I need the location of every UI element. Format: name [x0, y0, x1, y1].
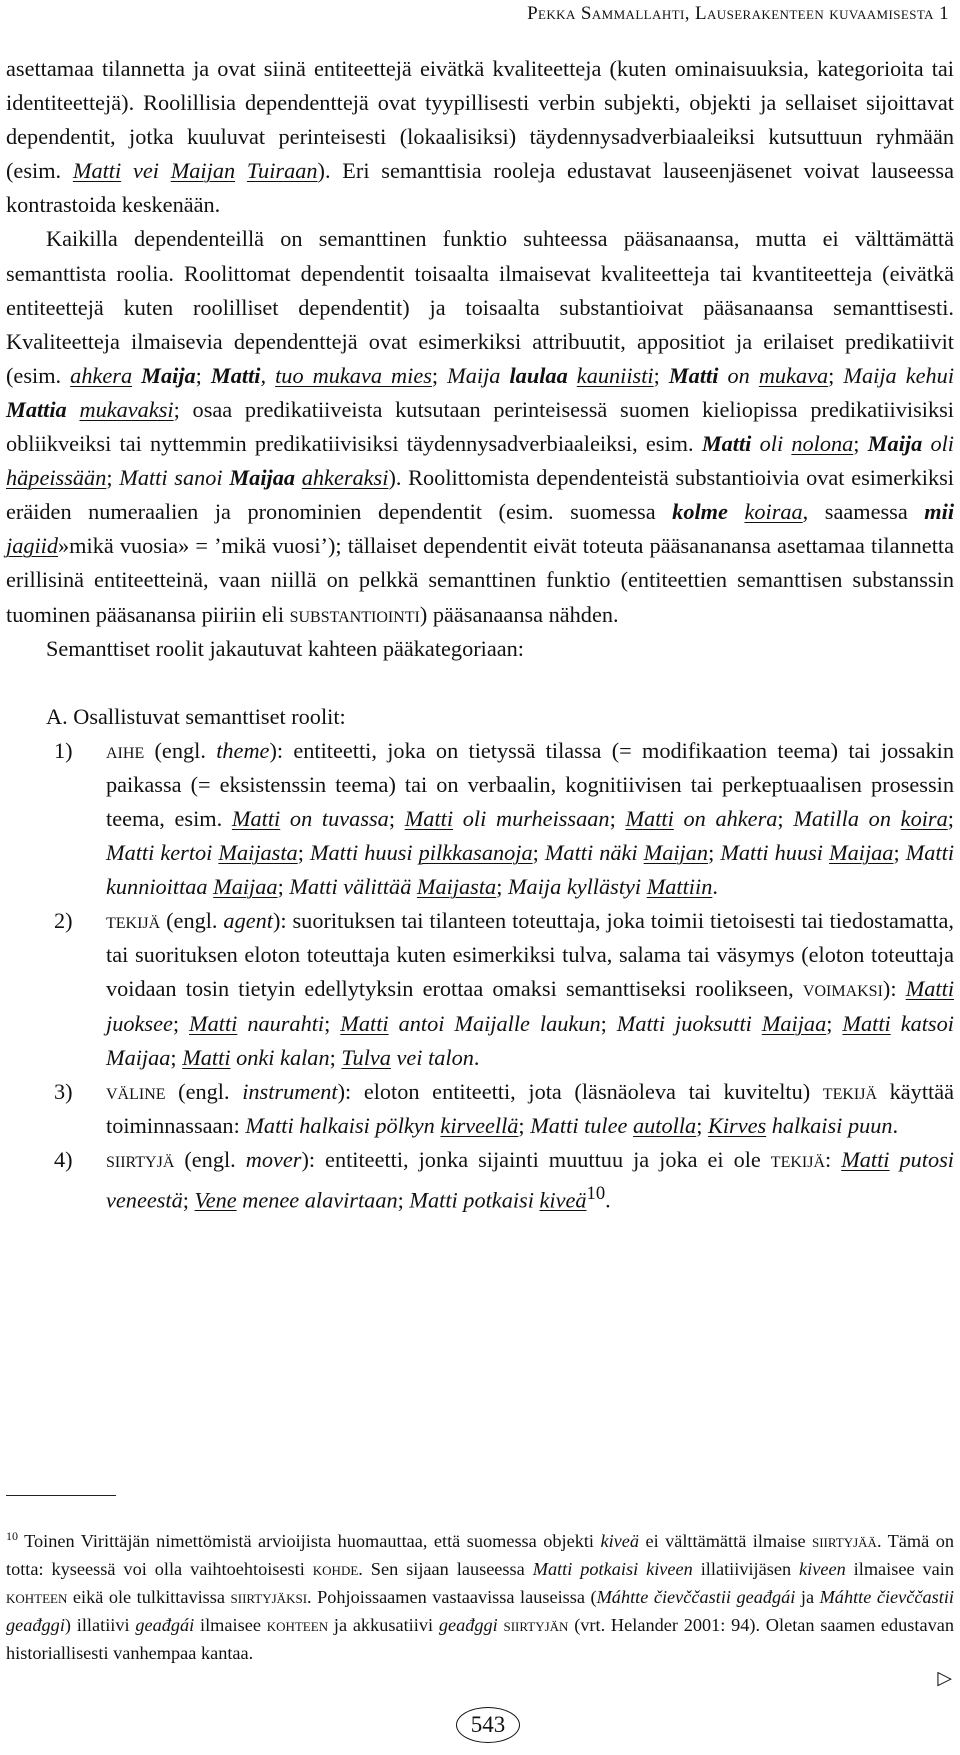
- header-author: Pekka Sammallahti: [527, 3, 685, 24]
- text-run: Kirves: [707, 1112, 767, 1138]
- text-run: siirtyjää: [812, 1531, 877, 1552]
- text-run: Maijaa: [229, 465, 296, 491]
- text-run: kiveen: [799, 1559, 846, 1580]
- text-run: siirtyjä: [106, 1146, 175, 1172]
- text-run: Matti: [905, 976, 955, 1002]
- text-run: ;: [518, 1112, 531, 1138]
- text-run: ;: [431, 362, 448, 388]
- text-run: Vene: [194, 1187, 237, 1213]
- text-run: tekijä: [822, 1078, 878, 1104]
- text-run: Semanttiset roolit jakautuvat kahteen pääkategoriaan:: [46, 635, 524, 661]
- text-run: [295, 465, 302, 490]
- text-run: Matti: [182, 1044, 231, 1070]
- text-run: siirtyjäksi: [230, 1586, 308, 1607]
- text-run: oli murheissaan: [453, 805, 610, 831]
- text-run: menee alavirtaan: [236, 1187, 398, 1213]
- text-run: Matti välittää: [289, 874, 417, 900]
- text-run: ; osaa predikatiiveista kutsutaan perinteisessä suomen kieliopissa predikatiivisiksi obliikveiksi tai nyttemmin predikatiivisiksi täydennysadverbiaaleiksi, esim.: [6, 396, 954, 457]
- text-run: ;: [828, 362, 844, 388]
- text-run: tuo mukava mies: [275, 362, 432, 388]
- text-run: »mikä vuosia» = ’mikä vuosi’); tällaiset dependentit eivät toteuta pääsananansa asettamaa tilannetta erillisinä entiteetteinä, vaan niillä on pelkkä semanttinen funktio (entiteettien semanttisen substanssin tuominen pääsanansa piiriin eli: [6, 533, 954, 627]
- text-run: Mattiin: [646, 874, 713, 900]
- paragraph-3: [6, 632, 954, 666]
- body-text: [6, 52, 954, 1218]
- text-run: (engl.: [165, 1078, 243, 1104]
- text-run: Matti: [668, 362, 719, 388]
- list-heading: A. Osallistuvat semanttiset roolit:: [46, 703, 346, 729]
- text-run: [67, 397, 80, 422]
- text-run: mii: [924, 499, 955, 525]
- text-run: .: [892, 1112, 899, 1138]
- text-run: Matti juoksutti: [616, 1010, 762, 1036]
- text-run: autolla: [633, 1112, 697, 1138]
- text-run: Matti potkaisi: [409, 1187, 540, 1213]
- text-run: agent: [223, 908, 273, 934]
- list-item-text: [106, 1075, 954, 1143]
- text-run: kiveä: [600, 1531, 640, 1552]
- text-run: Maijaa: [829, 840, 894, 866]
- text-run: ;: [696, 1112, 708, 1138]
- text-run: ;: [893, 840, 906, 866]
- page-number: 543: [456, 1707, 520, 1743]
- text-run: .: [605, 1187, 611, 1213]
- text-run: (engl.: [160, 908, 224, 934]
- text-run: Maija: [867, 431, 923, 457]
- blank-line: [6, 666, 954, 700]
- footnote-10: [6, 1523, 954, 1667]
- text-run: kiveä: [539, 1187, 587, 1213]
- text-run: kohteen: [266, 1614, 329, 1635]
- text-run: . Pohjoissaamen vastaavissa lauseissa (: [307, 1586, 597, 1607]
- text-run: aihe: [106, 737, 145, 763]
- text-run: koira: [900, 805, 948, 831]
- text-run: Matti sanoi: [119, 465, 230, 491]
- running-header: [527, 3, 949, 25]
- text-run: ):: [882, 976, 906, 1002]
- text-run: Matti: [842, 1010, 891, 1036]
- text-run: Matti huusi: [309, 840, 419, 866]
- text-run: ). Eri semanttisia rooleja edustavat lauseenjäsenet voivat lauseessa kontrastoida keskenään.: [6, 158, 954, 218]
- text-run: Matti potkaisi kiveen: [532, 1559, 693, 1580]
- text-run: ;: [826, 1010, 843, 1036]
- text-run: ;: [777, 805, 794, 831]
- text-run: antoi Maijalle laukun: [388, 1010, 601, 1036]
- text-run: [568, 363, 577, 388]
- text-run: ): entiteetti, joka on tietyssä tilassa (= modifikaation teema) tai jossakin paikassa (= eksistenssin teema) tai on verbaalin, kognitiivisen tai perkeptuaalisen prosessin teema, esim.: [106, 737, 954, 831]
- list-item-text: [106, 1143, 954, 1218]
- text-run: ilmaisee: [194, 1614, 267, 1635]
- text-run: theme: [216, 737, 270, 763]
- text-run: Maija kehui: [843, 362, 955, 388]
- footnote-rule: [6, 1495, 116, 1496]
- text-run: halkaisi puun: [766, 1112, 893, 1138]
- text-run: ahkera: [70, 362, 133, 388]
- text-run: Matti: [231, 805, 281, 831]
- text-run: väline: [106, 1078, 166, 1104]
- text-run: Matti halkaisi pölkyn: [245, 1112, 441, 1138]
- text-run: Maijan: [170, 158, 236, 184]
- text-run: kauniisti: [576, 362, 654, 388]
- text-run: . Sen sijaan lauseessa: [358, 1559, 533, 1580]
- text-run: ;: [532, 840, 545, 866]
- text-run: kolme: [672, 499, 728, 525]
- text-run: naurahti: [237, 1010, 325, 1036]
- text-run: .: [473, 1044, 480, 1070]
- text-run: Maija kyllästyi: [507, 874, 647, 900]
- text-run: ja akkusatiivi: [328, 1614, 439, 1635]
- text-run: Maijan: [643, 840, 709, 866]
- text-run: , saamessa: [802, 499, 925, 525]
- text-run: .: [712, 874, 718, 900]
- text-run: Maijasta: [218, 840, 298, 866]
- text-run: geađggi: [438, 1614, 498, 1635]
- text-run: kohteen: [6, 1586, 68, 1607]
- list-item-number: 3): [54, 1078, 73, 1104]
- text-run: asettamaa tilannetta ja ovat siinä entiteettejä eivätkä kvaliteetteja (kuten ominaisuuksia, kategorioita tai identiteettejä). Roolillisia dependenttejä ovat tyypillisesti verbin subjekti, objekti ja sellaiset sijoittavat dependentit, jotka kuuluvat perinteisesti (lokaalisiksi) täydennysadverbiaaleiksi kutsuttuun ryhmään (esim.: [6, 56, 954, 184]
- text-run: pilkkasanoja: [418, 840, 533, 866]
- text-run: ) illatiivi: [64, 1614, 136, 1635]
- paragraph-2: [6, 222, 954, 631]
- text-run: :: [825, 1146, 842, 1172]
- text-run: ilmaisee vain: [845, 1559, 955, 1580]
- list-item-1: [6, 734, 954, 904]
- text-run: ;: [388, 805, 405, 831]
- continue-triangle-icon: ▷: [937, 1668, 952, 1689]
- text-run: [728, 499, 745, 524]
- list-item-text: [106, 904, 954, 1074]
- header-page: 1: [939, 3, 949, 24]
- paragraph-1: [6, 52, 954, 222]
- text-run: Máhtte čievččastii geađgái: [596, 1586, 796, 1607]
- text-run: Matti: [701, 431, 752, 457]
- text-run: illatiivijäsen: [692, 1559, 800, 1580]
- text-run: kirveellä: [440, 1112, 519, 1138]
- text-run: ;: [653, 362, 669, 388]
- text-run: siirtyjän: [503, 1614, 569, 1635]
- list-item-4: [6, 1143, 954, 1218]
- text-run: on tuvassa: [280, 805, 389, 831]
- text-run: Maijasta: [416, 874, 497, 900]
- text-run: Matti: [189, 1010, 238, 1036]
- list-item-text: [106, 734, 954, 904]
- text-run: ;: [170, 1044, 183, 1070]
- text-run: onki kalan: [230, 1044, 330, 1070]
- text-run: (vrt. Helander 2001: 94). Oletan saamen edustavan historiallisesti vanhempaa kantaa.: [6, 1614, 954, 1663]
- text-run: Maija: [141, 362, 196, 388]
- text-run: voimaksi: [802, 976, 883, 1002]
- text-run: Matti: [72, 158, 122, 184]
- text-run: Kaikilla dependenteillä on semanttinen funktio suhteessa pääsanaansa, mutta ei välttämättä semanttista roolia. Roolittomat dependentit toisaalta ilmaisevat kvaliteetteja tai kvantiteetteja (eivätkä entiteettejä kuten roolilliset dependentit) ja toisaalta substantioivat pääsanaansa semanttisesti. Kvaliteetteja ilmaisevia dependenttejä ovat esimerkiksi attribuutit, appositiot ja erilaiset predikatiivit (esim.: [6, 226, 954, 388]
- text-run: ;: [172, 1010, 190, 1036]
- text-run: eikä ole tulkittavissa: [67, 1586, 231, 1607]
- text-run: Matti näki: [544, 840, 644, 866]
- text-run: ). Roolittomista dependenteistä substantioivia ovat esimerkiksi eräiden numeraalien ja pronominien dependentit (esim. suomessa: [6, 465, 954, 525]
- text-run: vei talon: [390, 1044, 474, 1070]
- text-run: ;: [853, 431, 868, 457]
- list-item-number: 4): [54, 1146, 73, 1172]
- text-run: Maijaa: [761, 1010, 827, 1036]
- text-run: Matti: [625, 805, 674, 831]
- text-run: oli: [922, 431, 954, 457]
- text-run: on: [718, 362, 759, 388]
- text-run: 10: [6, 1529, 18, 1544]
- text-run: mover: [245, 1146, 302, 1172]
- text-run: 10: [586, 1183, 606, 1204]
- text-run: ei välttämättä ilmaise: [639, 1531, 812, 1552]
- text-run: ;: [324, 1010, 341, 1036]
- text-run: . Tämä on totta: kyseessä voi olla vaihtoehtoisesti: [6, 1531, 954, 1580]
- text-run: putosi veneestä: [106, 1146, 954, 1213]
- text-run: ;: [397, 1187, 410, 1213]
- text-run: Matti: [340, 1010, 389, 1036]
- text-run: mukava: [758, 362, 829, 388]
- text-run: Matti kunnioittaa: [106, 840, 955, 900]
- text-run: substantiointi: [289, 601, 420, 627]
- text-run: (engl.: [174, 1146, 246, 1172]
- text-run: ;: [329, 1044, 342, 1070]
- text-run: vei: [121, 158, 171, 184]
- text-run: juoksee: [106, 1010, 173, 1036]
- header-separator: ,: [684, 3, 695, 24]
- text-run: on ahkera: [673, 805, 778, 831]
- text-run: laulaa: [509, 362, 568, 388]
- text-run: ja: [795, 1586, 820, 1607]
- text-run: Tuiraan: [246, 158, 318, 184]
- text-run: tekijä: [106, 908, 161, 934]
- text-run: mukavaksi: [79, 396, 174, 422]
- text-run: oli: [751, 431, 792, 457]
- text-run: Tulva: [341, 1044, 391, 1070]
- text-run: ;: [609, 805, 626, 831]
- text-run: koiraa: [744, 499, 803, 525]
- text-run: ): suorituksen tai tilanteen toteuttaja, joka toimii tietoisesti tai tiedostamatta, tai suorituksen eloton toteuttaja kuten esimerkiksi tulva, salama tai väsymys (eloton toteuttaja voidaan tosin tietyin edellytyksin erottaa omaksi semanttiseksi roolikseen,: [106, 908, 954, 1002]
- text-run: tekijä: [770, 1146, 826, 1172]
- text-run: instrument: [242, 1078, 338, 1104]
- text-run: [235, 158, 247, 183]
- text-run: Matilla on: [793, 805, 901, 831]
- text-run: ;: [496, 874, 508, 900]
- text-run: Matti huusi: [720, 840, 830, 866]
- text-run: kohde: [312, 1559, 359, 1580]
- text-run: Matti tulee: [530, 1112, 633, 1138]
- text-run: Matti: [210, 362, 261, 388]
- text-run: ,: [260, 362, 276, 388]
- text-run: käyttää toiminnassaan:: [106, 1078, 955, 1138]
- text-run: ;: [297, 840, 310, 866]
- text-run: katsoi Maijaa: [106, 1010, 954, 1070]
- text-run: Maija: [447, 362, 510, 388]
- text-run: Máhtte čievččastii geađggi: [6, 1586, 954, 1635]
- text-run: ahkeraksi: [301, 465, 389, 491]
- text-run: [132, 363, 141, 388]
- text-run: Matti: [404, 805, 454, 831]
- list-item-3: [6, 1075, 954, 1143]
- list-item-number: 2): [54, 908, 73, 934]
- text-run: jagiid: [6, 533, 59, 559]
- text-run: Maijaa: [213, 874, 278, 900]
- text-run: ;: [195, 362, 211, 388]
- text-run: (engl.: [144, 737, 217, 763]
- text-run: Matti: [841, 1146, 890, 1172]
- text-run: nolona: [791, 431, 854, 457]
- text-run: ;: [708, 840, 721, 866]
- text-run: ): eloton entiteetti, jota (läsnäoleva tai kuviteltu): [337, 1078, 823, 1104]
- list-item-2: [6, 904, 954, 1074]
- text-run: Toinen Virittäjän nimettömistä arvioijista huomauttaa, että suomessa objekti: [18, 1531, 601, 1552]
- list-item-number: 1): [54, 737, 73, 763]
- text-run: ;: [600, 1010, 617, 1036]
- text-run: Matti kertoi: [106, 840, 219, 866]
- text-run: ;: [182, 1187, 195, 1213]
- text-run: ;: [277, 874, 290, 900]
- text-run: häpeissään: [6, 465, 107, 491]
- text-run: ;: [106, 465, 120, 491]
- text-run: ) pääsanaansa nähden.: [419, 601, 619, 627]
- text-run: Mattia: [6, 396, 67, 422]
- header-title: Lauserakenteen kuvaamisesta: [695, 3, 934, 24]
- text-run: ;: [947, 805, 954, 831]
- text-run: geađgái: [135, 1614, 195, 1635]
- text-run: ): entiteetti, jonka sijainti muuttuu ja joka ei ole: [301, 1146, 771, 1172]
